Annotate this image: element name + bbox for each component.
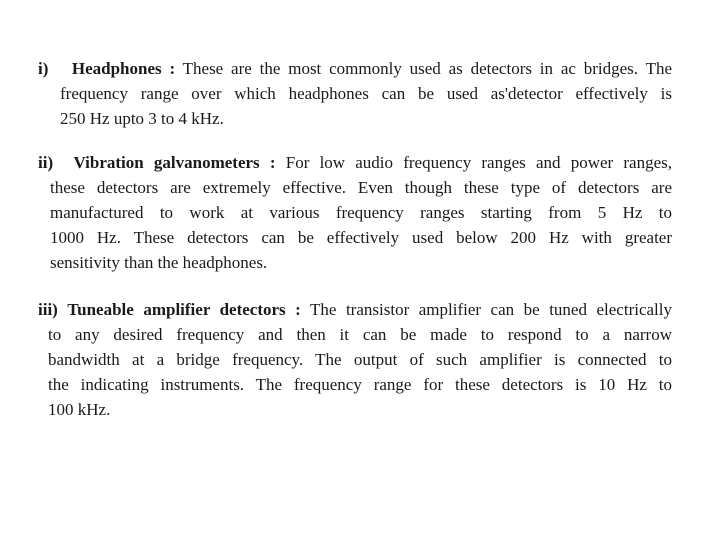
item-text-line: these detectors are extremely effective. Even though these type of detectors are — [50, 178, 672, 197]
list-item-tuneable-amplifier-detectors — [38, 297, 672, 422]
item-term: Vibration galvanometers : — [73, 153, 276, 172]
item-term: Tuneable amplifier detectors : — [67, 300, 301, 319]
item-marker: i) — [38, 59, 49, 78]
item-marker: ii) — [38, 153, 54, 172]
item-marker: iii) — [38, 300, 58, 319]
item-text-line: These are the most commonly used as detectors in ac bridges. The — [182, 59, 672, 78]
item-text-line: the indicating instruments. The frequency range for these detectors is 10 Hz to — [48, 375, 672, 394]
list-item-first-line — [38, 56, 672, 81]
list-item-headphones — [38, 56, 672, 131]
item-text-line: to any desired frequency and then it can be made to respond to a narrow — [48, 325, 672, 344]
item-text-line: manufactured to work at various frequency ranges starting from 5 Hz to — [50, 203, 672, 222]
item-text-line: 250 Hz upto 3 to 4 kHz. — [60, 109, 224, 128]
list-item-vibration-galvanometers — [38, 150, 672, 275]
item-text-line: 100 kHz. — [48, 400, 111, 419]
item-text-line: The transistor amplifier can be tuned electrically — [310, 300, 672, 319]
list-item-first-line — [38, 297, 672, 322]
item-text-line: sensitivity than the headphones. — [50, 253, 268, 272]
item-text-line: frequency range over which headphones can be used as'detector effectively is — [60, 84, 672, 103]
item-text-line: For low audio frequency ranges and power ranges, — [285, 153, 672, 172]
item-term: Headphones : — [71, 59, 176, 78]
list-item-first-line — [38, 150, 672, 175]
item-text-line: 1000 Hz. These detectors can be effectively used below 200 Hz with greater — [50, 228, 672, 247]
item-text-line: bandwidth at a bridge frequency. The output of such amplifier is connected to — [48, 350, 672, 369]
